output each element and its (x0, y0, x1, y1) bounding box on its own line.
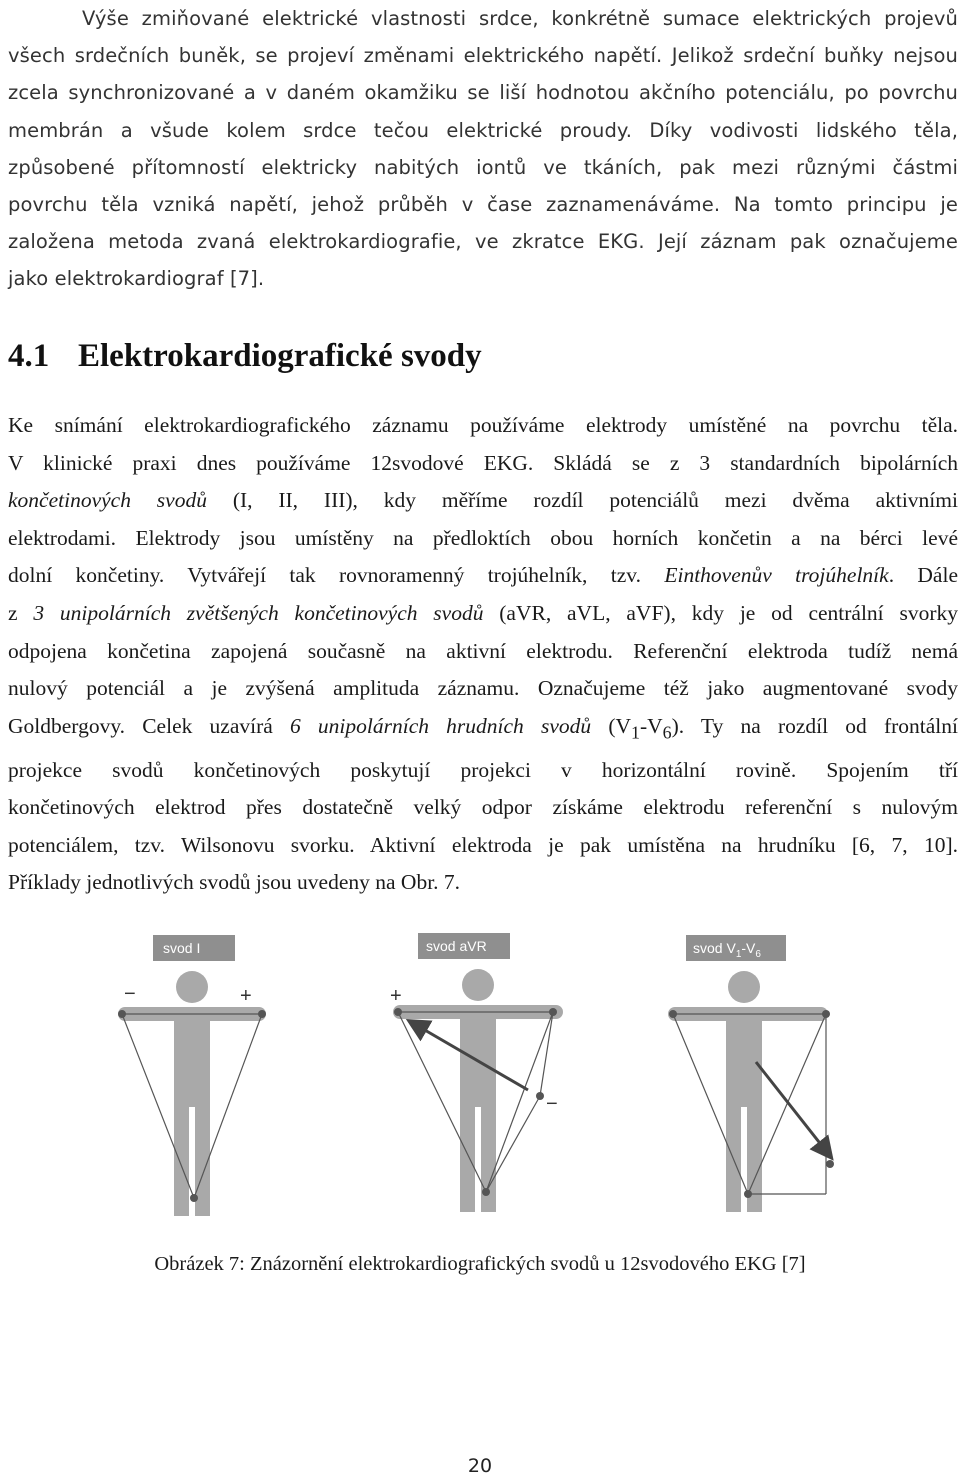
leads-line-7: odpojena končetina zapojená současně na aktivní elektrodu. Referenční elektroda tudíž nemá (8, 638, 958, 663)
leads-line-8: nulový potenciál a je zvýšená amplituda záznamu. Označujeme též jako augmentované svody (8, 676, 958, 701)
intro-line-6: povrchu těla vzniká napětí, jehož průběh v čase zaznamenáváme. Na tomto principu je (8, 193, 958, 217)
panel-lead-i-label: svod I (163, 940, 201, 956)
leads-line-9: Goldbergovy. Celek uzavírá 6 unipolárních hrudních svodů $(V_1-V_6)$. Ty na rozdíl od frontální (8, 713, 958, 743)
intro-line-7: založena metoda zvaná elektrokardiografie, ve zkratce EKG. Její záznam pak označujeme (8, 230, 958, 254)
ekg-leads-illustration (124, 930, 848, 1230)
body-silhouette-1 (118, 971, 266, 1216)
panel-lead-avr (390, 933, 563, 1212)
section-number: 4.1 (8, 338, 50, 374)
panel-lead-i-plus: + (240, 985, 252, 1007)
leads-line-13: Příklady jednotlivých svodů jsou uvedeny na Obr. 7. (8, 870, 461, 895)
leads-term-chest: 6 unipolárních hrudních svodů (289, 713, 592, 738)
body-silhouette-3 (668, 971, 828, 1212)
leads-line-3: končetinových svodů (I, II, III), kdy měříme rozdíl potenciálů mezi dvěma aktivními (8, 488, 958, 513)
section-title: Elektrokardiografické svody (78, 338, 482, 374)
intro-line-8: jako elektrokardiograf [7]. (8, 267, 265, 291)
panel-lead-v-label: svod $V_1-V_6$ (693, 940, 761, 960)
leads-line-6: z 3 unipolárních zvětšených končetinových svodů (aVR, aVL, aVF), kdy je od centrální svorky (8, 600, 958, 625)
leads-line-2: V klinické praxi dnes používáme 12svodové EKG. Skládá se z 3 standardních bipolárních (8, 450, 958, 475)
panel-lead-v1-v6 (668, 935, 834, 1212)
page-number: 20 (467, 1455, 493, 1477)
leads-term-limb: končetinových svodů (8, 488, 207, 513)
intro-line-4: membrán a všude kolem srdce tečou elektrické proudy. Díky vodivosti lidského těla, (8, 118, 958, 142)
leads-line-11: končetinových elektrod přes dostatečně velký odpor získáme elektrodu referenční s nulovým (8, 795, 958, 820)
panel-lead-avr-plus: + (390, 985, 402, 1007)
ekg-leads-figure (124, 930, 848, 1230)
intro-line-5: způsobené přítomností elektricky nabitých iontů ve tkáních, pak mezi různými částmi (8, 155, 958, 179)
intro-paragraph (8, 0, 958, 298)
panel-lead-i-minus: − (124, 983, 136, 1005)
intro-line-2: všech srdečních buněk, se projeví změnami elektrického napětí. Jelikož srdeční buňky nejsou (8, 44, 958, 68)
leads-term-augmented: 3 unipolárních zvětšených končetinových svodů (33, 600, 484, 625)
leads-paragraph (8, 407, 958, 902)
leads-line-4: elektrodami. Elektrody jsou umístěny na předloktích obou horních končetin a na bérci levé (8, 525, 958, 550)
panel-lead-i (118, 935, 266, 1216)
leads-line-12: potenciálem, tzv. Wilsonovu svorku. Aktivní elektroda je pak umístěna na hrudníku [6, 7, 10]. (8, 832, 958, 857)
panel-lead-avr-label: svod aVR (426, 938, 487, 954)
section-heading (8, 332, 482, 380)
leads-term-einthoven: Einthovenův trojúhelník (664, 563, 889, 588)
intro-line-3: zcela synchronizované a v daném okamžiku se liší hodnotou akčního potenciálu, po povrchu (8, 81, 958, 105)
leads-line-5: dolní končetiny. Vytvářejí tak rovnoramenný trojúhelník, tzv. Einthovenův trojúhelník. Dále (8, 563, 958, 588)
figure-caption: Obrázek 7: Znázornění elektrokardiografických svodů u 12svodového EKG [7] (154, 1253, 806, 1275)
intro-line-1: Výše zmiňované elektrické vlastnosti srdce, konkrétně sumace elektrických projevů (82, 7, 958, 30)
panel-lead-avr-minus: − (546, 1093, 558, 1115)
leads-line-1: Ke snímání elektrokardiografického záznamu používáme elektrody umístěné na povrchu těla. (8, 413, 958, 437)
leads-line-10: projekce svodů končetinových poskytují projekci v horizontální rovině. Spojením tří (8, 757, 958, 782)
